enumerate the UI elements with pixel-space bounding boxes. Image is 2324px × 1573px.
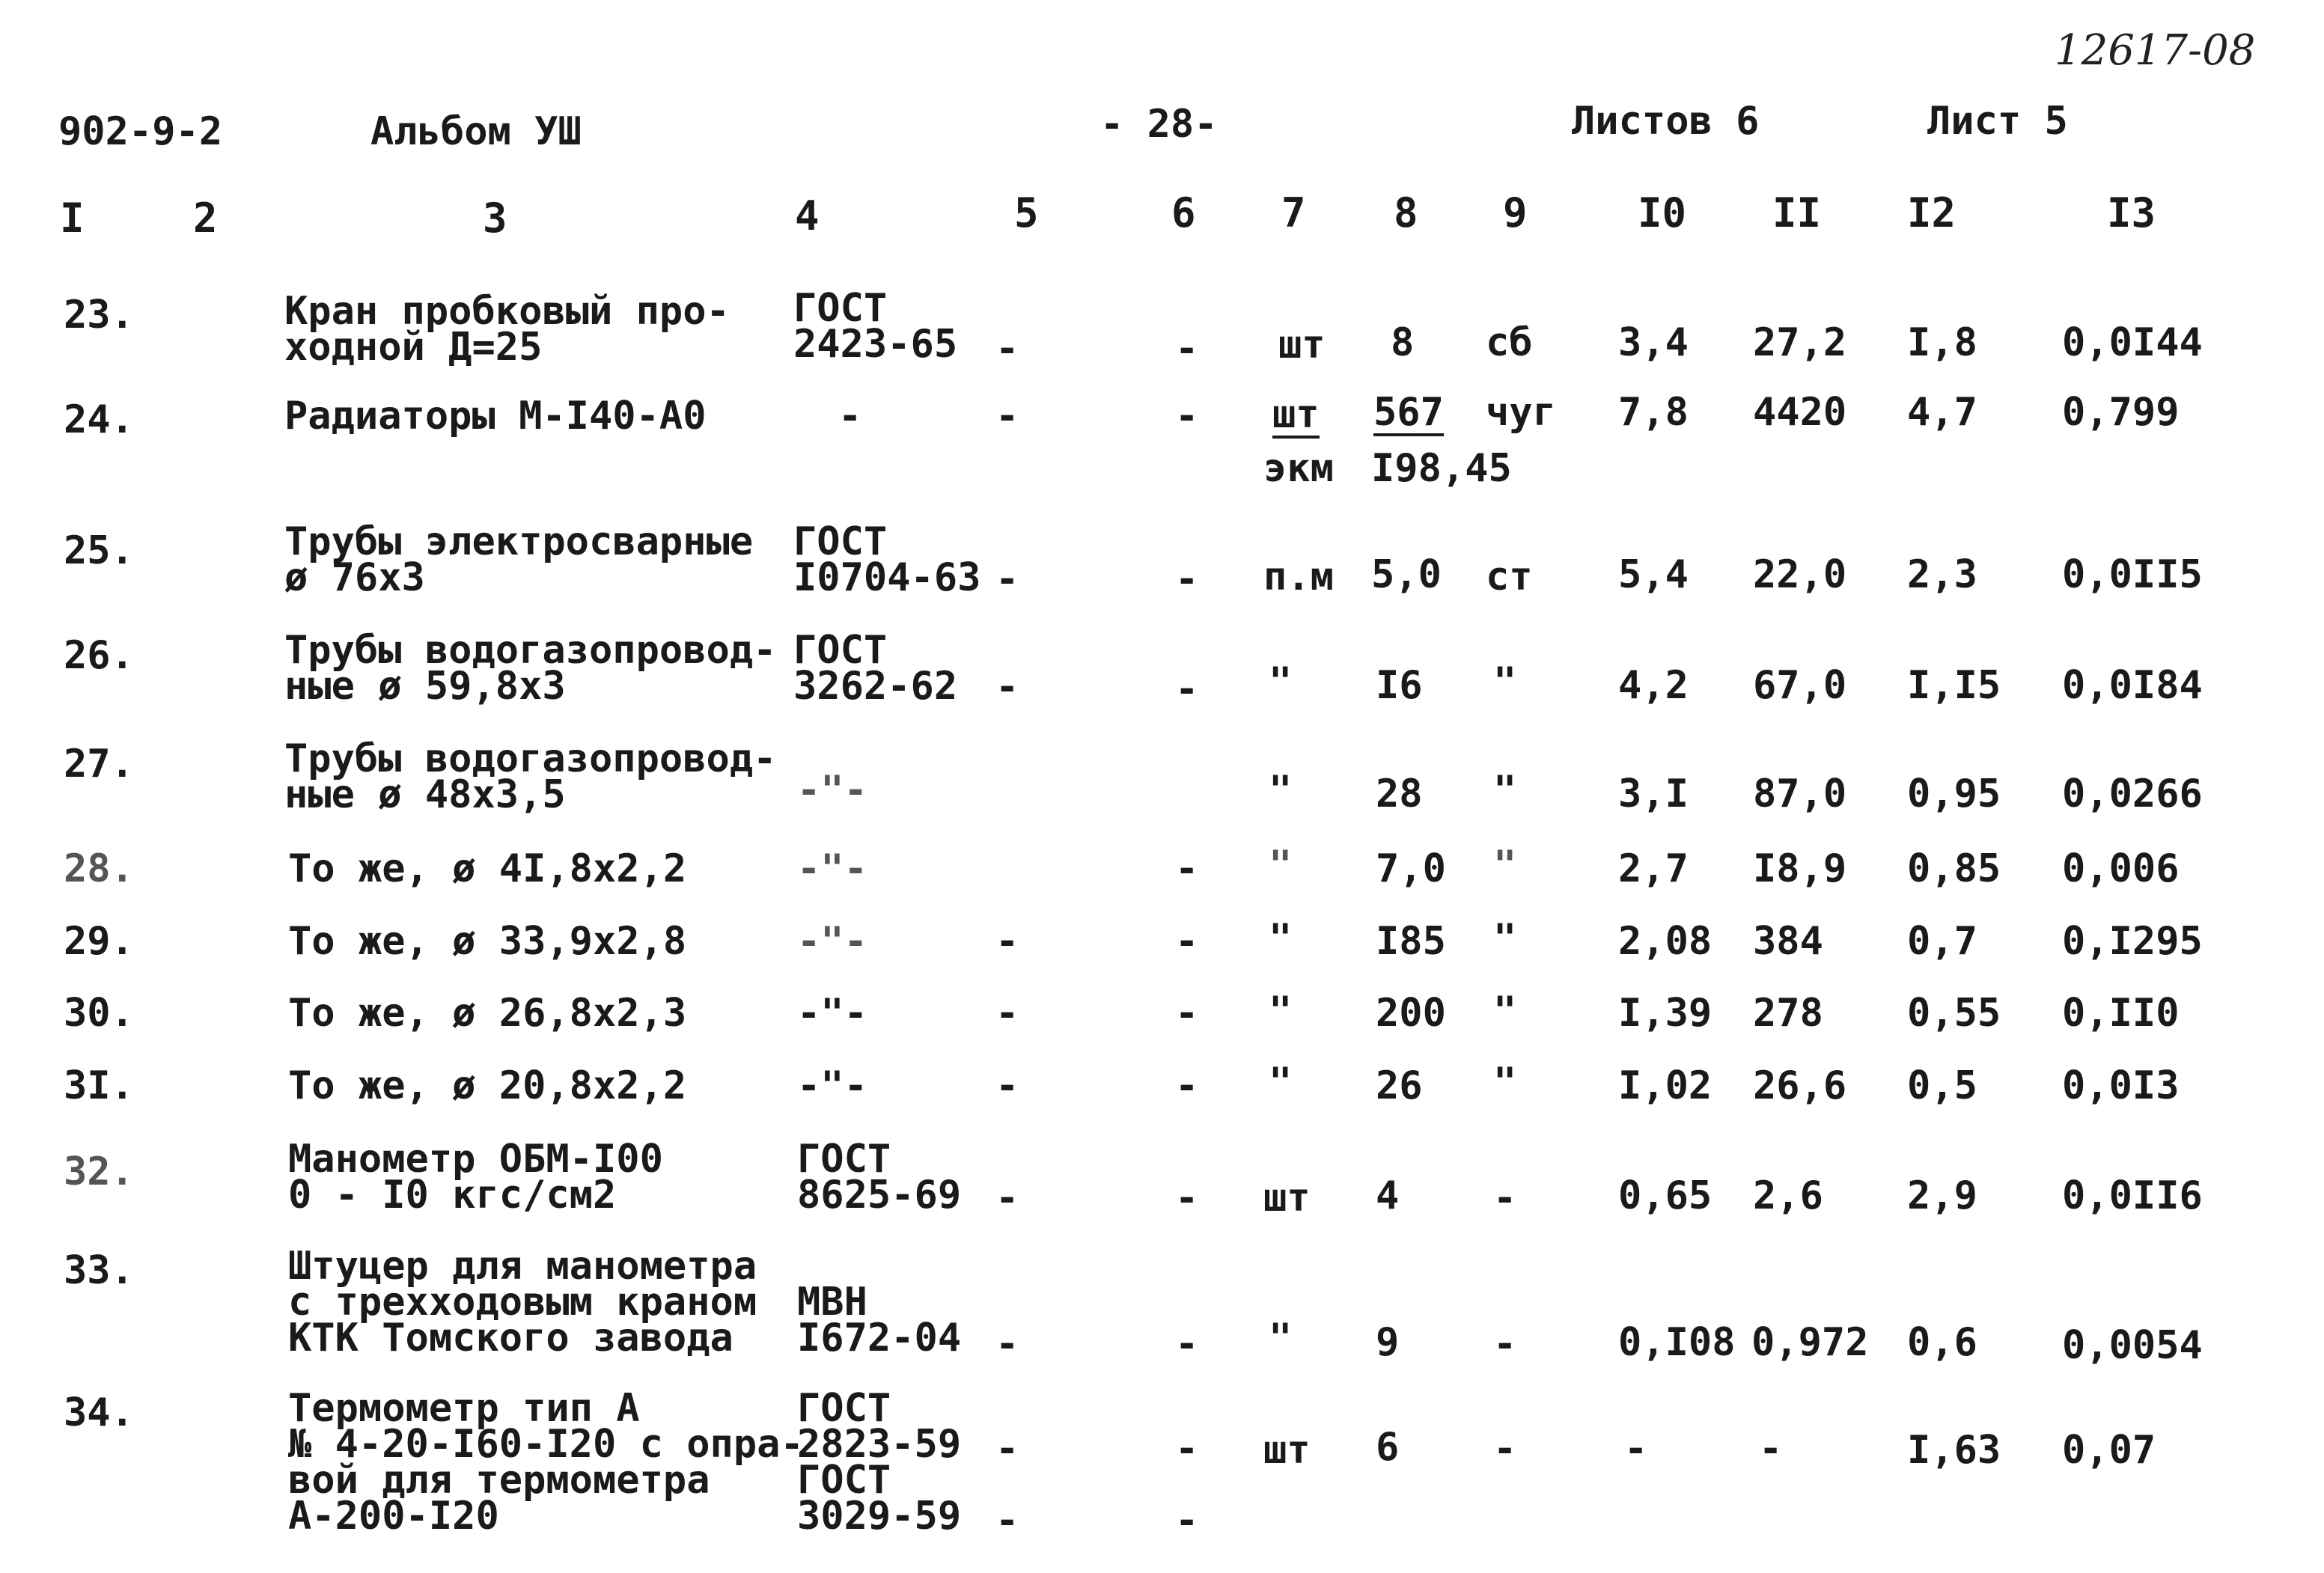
unit: ": [1269, 768, 1293, 813]
item-standard: ГОСТ 2823-59 ГОСТ 3029-59: [797, 1386, 962, 1539]
col11-value: 27,2: [1753, 320, 1847, 365]
item-name: То же, ø 33,9х2,8: [288, 919, 687, 964]
unit: шт: [1263, 1176, 1311, 1221]
col11-value: -: [1759, 1426, 1783, 1471]
item-name: Кран пробковый про- ходной Д=25: [284, 289, 730, 370]
col5-value: -: [995, 1063, 1019, 1108]
col5-value: -: [995, 991, 1019, 1036]
row-number: 32.: [64, 1149, 134, 1194]
col10-value: I,02: [1618, 1063, 1712, 1108]
col10-value: 3,I: [1618, 772, 1689, 816]
material: -: [1493, 1176, 1517, 1221]
quantity: 28: [1376, 772, 1423, 816]
col13-value: 0,II0: [2062, 991, 2180, 1036]
material: -: [1493, 1322, 1517, 1366]
material: ": [1493, 659, 1517, 704]
quantity: I6: [1376, 663, 1423, 708]
col11-value: 22,0: [1753, 552, 1847, 597]
album-label: Альбом УШ: [370, 109, 582, 154]
material: ст: [1486, 555, 1533, 599]
col12-value: 0,7: [1907, 919, 1977, 964]
item-name: То же, ø 4I,8х2,2: [288, 846, 687, 891]
col11-value: 67,0: [1753, 663, 1847, 708]
col12-value: 2,3: [1907, 552, 1977, 597]
item-standard: -"-: [797, 768, 867, 813]
row-number: 30.: [64, 991, 134, 1036]
col6-value: -: [1175, 991, 1199, 1036]
unit: ": [1269, 1060, 1293, 1105]
row-number: 33.: [64, 1248, 134, 1293]
col5-value: -: [995, 919, 1019, 964]
col6-value: -: [1175, 919, 1199, 964]
col6-value: -: [1175, 326, 1199, 371]
item-standard: ГОСТ I0704-63: [793, 519, 981, 600]
row-number: 23.: [64, 293, 134, 337]
unit: ": [1269, 916, 1293, 961]
col11-value: 87,0: [1753, 772, 1847, 816]
col5-value-second: -: [995, 1498, 1019, 1543]
col13-value: 0,0I3: [2062, 1063, 2180, 1108]
row-number: 27.: [64, 742, 134, 786]
col5-value: -: [995, 665, 1019, 709]
col13-value: 0,0I84: [2062, 663, 2203, 708]
col13-value: 0,799: [2062, 390, 2180, 435]
quantity: 4: [1376, 1173, 1400, 1218]
col5-value: -: [995, 1426, 1019, 1471]
col6-value: -: [1175, 557, 1199, 602]
col5-value: -: [995, 557, 1019, 602]
material: -: [1493, 1426, 1517, 1471]
item-standard: ГОСТ 2423-65: [793, 286, 958, 367]
col13-value: 0,07: [2062, 1428, 2156, 1473]
item-standard: -"-: [797, 919, 867, 964]
col12-value: I,I5: [1907, 663, 2001, 708]
archive-stamp-number: 12617-08: [2055, 26, 2256, 75]
item-name: Трубы водогазопровод- ные ø 59,8х3: [284, 628, 777, 709]
col12-value: 0,85: [1907, 846, 2001, 891]
col12-value: 0,55: [1907, 991, 2001, 1036]
col13-value: 0,0II6: [2062, 1173, 2203, 1218]
unit: ": [1269, 1316, 1293, 1360]
col13-value: 0,I295: [2062, 919, 2203, 964]
col12-value: I,8: [1907, 320, 1977, 365]
quantity-denominator: I98,45: [1371, 446, 1512, 491]
row-number: 28.: [64, 846, 134, 891]
col11-value: 384: [1753, 919, 1823, 964]
item-standard: -"-: [797, 846, 867, 891]
col11-value: I8,9: [1753, 846, 1847, 891]
col11-value: 4420: [1753, 390, 1847, 435]
column-header: 8: [1394, 189, 1418, 236]
col10-value: 2,08: [1618, 919, 1712, 964]
column-header: II: [1772, 189, 1822, 236]
col12-value: I,63: [1907, 1428, 2001, 1473]
col6-value: -: [1175, 667, 1199, 712]
col10-value: 7,8: [1618, 390, 1689, 435]
quantity-numerator: 567: [1373, 390, 1444, 435]
column-header: 3: [483, 195, 507, 242]
col6-value: -: [1175, 1063, 1199, 1108]
col10-value: 5,4: [1618, 552, 1689, 597]
col12-value: 0,6: [1907, 1320, 1977, 1365]
col6-value: -: [1175, 1176, 1199, 1221]
item-standard: -"-: [797, 1063, 867, 1108]
row-number: 24.: [64, 397, 134, 442]
column-header: 5: [1014, 189, 1039, 236]
quantity: 200: [1376, 991, 1446, 1036]
col11-value: 278: [1753, 991, 1823, 1036]
col5-value: -: [995, 1322, 1019, 1366]
col11-value: 2,6: [1753, 1173, 1823, 1218]
unit-denominator: экм: [1263, 446, 1334, 491]
column-header: I3: [2107, 189, 2156, 236]
col12-value: 2,9: [1907, 1173, 1977, 1218]
col6-value-second: -: [1175, 1498, 1199, 1543]
col11-value: 0,972: [1751, 1320, 1869, 1365]
material: сб: [1486, 320, 1533, 365]
material: ": [1493, 843, 1517, 888]
item-standard: ГОСТ 8625-69: [797, 1137, 962, 1218]
quantity: 6: [1376, 1425, 1400, 1470]
quantity: 8: [1391, 320, 1415, 365]
column-header: 4: [795, 192, 820, 239]
col10-value: 4,2: [1618, 663, 1689, 708]
material: ": [1493, 916, 1517, 961]
column-header: 2: [193, 195, 218, 242]
col6-value: -: [1175, 1426, 1199, 1471]
material: ": [1493, 768, 1517, 813]
col6-value: -: [1175, 1322, 1199, 1366]
quantity: 26: [1376, 1063, 1423, 1108]
unit: шт: [1263, 1428, 1311, 1473]
row-number: 3I.: [64, 1063, 134, 1108]
sheets-count: Листов 6: [1572, 99, 1760, 144]
column-header: I: [60, 195, 85, 242]
row-number: 25.: [64, 528, 134, 573]
material: ": [1493, 1060, 1517, 1105]
col13-value: 0,006: [2062, 846, 2180, 891]
col13-value: 0,0054: [2062, 1323, 2203, 1368]
material: чуг: [1486, 390, 1556, 435]
quantity: 9: [1376, 1320, 1400, 1365]
unit: п.м: [1263, 555, 1334, 599]
item-name: То же, ø 20,8х2,2: [288, 1063, 687, 1108]
col10-value: 0,65: [1618, 1173, 1712, 1218]
col13-value: 0,0I44: [2062, 320, 2203, 365]
row-number: 29.: [64, 919, 134, 964]
col10-value: I,39: [1618, 991, 1712, 1036]
sheet-number: Лист 5: [1927, 99, 2068, 144]
item-name: Трубы водогазопровод- ные ø 48х3,5: [284, 736, 777, 817]
col10-value: 3,4: [1618, 320, 1689, 365]
col10-value: 2,7: [1618, 846, 1689, 891]
material: ": [1493, 989, 1517, 1033]
column-header: 9: [1503, 189, 1528, 236]
row-number: 34.: [64, 1390, 134, 1435]
col13-value: 0,0266: [2062, 772, 2203, 816]
col5-value: -: [995, 326, 1019, 371]
column-header: 6: [1171, 189, 1196, 236]
item-name: Штуцер для манометра с трехходовым краном КТК Томского завода: [288, 1244, 757, 1360]
col6-value: -: [1175, 846, 1199, 891]
item-name: Трубы электросварные ø 76х3: [284, 519, 754, 600]
item-name: Радиаторы М-I40-А0: [284, 394, 707, 439]
col10-value: -: [1624, 1426, 1648, 1471]
quantity: 7,0: [1376, 846, 1446, 891]
unit: шт: [1278, 323, 1326, 367]
item-standard: -"-: [797, 991, 867, 1036]
quantity: 5,0: [1371, 552, 1442, 597]
column-header: I2: [1907, 189, 1957, 236]
col5-value: -: [995, 394, 1019, 439]
column-header: I0: [1638, 189, 1687, 236]
col12-value: 0,5: [1907, 1063, 1977, 1108]
item-name: Термометр тип А № 4-20-I60-I20 с опра- вой для термометра А-200-I20: [288, 1386, 804, 1539]
item-standard: МВН I672-04: [797, 1280, 962, 1360]
item-standard: -: [838, 394, 862, 439]
col10-value: 0,I08: [1618, 1320, 1736, 1365]
item-name: То же, ø 26,8х2,3: [288, 991, 687, 1036]
unit: ": [1269, 843, 1293, 888]
col5-value: -: [995, 1176, 1019, 1221]
col11-value: 26,6: [1753, 1063, 1847, 1108]
unit: ": [1269, 989, 1293, 1033]
project-code: 902-9-2: [58, 109, 223, 154]
unit-numerator: шт: [1272, 392, 1320, 437]
col12-value: 0,95: [1907, 772, 2001, 816]
col12-value: 4,7: [1907, 390, 1977, 435]
unit: ": [1269, 659, 1293, 704]
col6-value: -: [1175, 394, 1199, 439]
row-number: 26.: [64, 633, 134, 678]
item-name: Манометр ОБМ-I00 0 - I0 кгс/см2: [288, 1137, 663, 1218]
item-standard: ГОСТ 3262-62: [793, 628, 958, 709]
page-number: - 28-: [1100, 102, 1218, 147]
quantity: I85: [1376, 919, 1446, 964]
col13-value: 0,0II5: [2062, 552, 2203, 597]
column-header: 7: [1281, 189, 1306, 236]
